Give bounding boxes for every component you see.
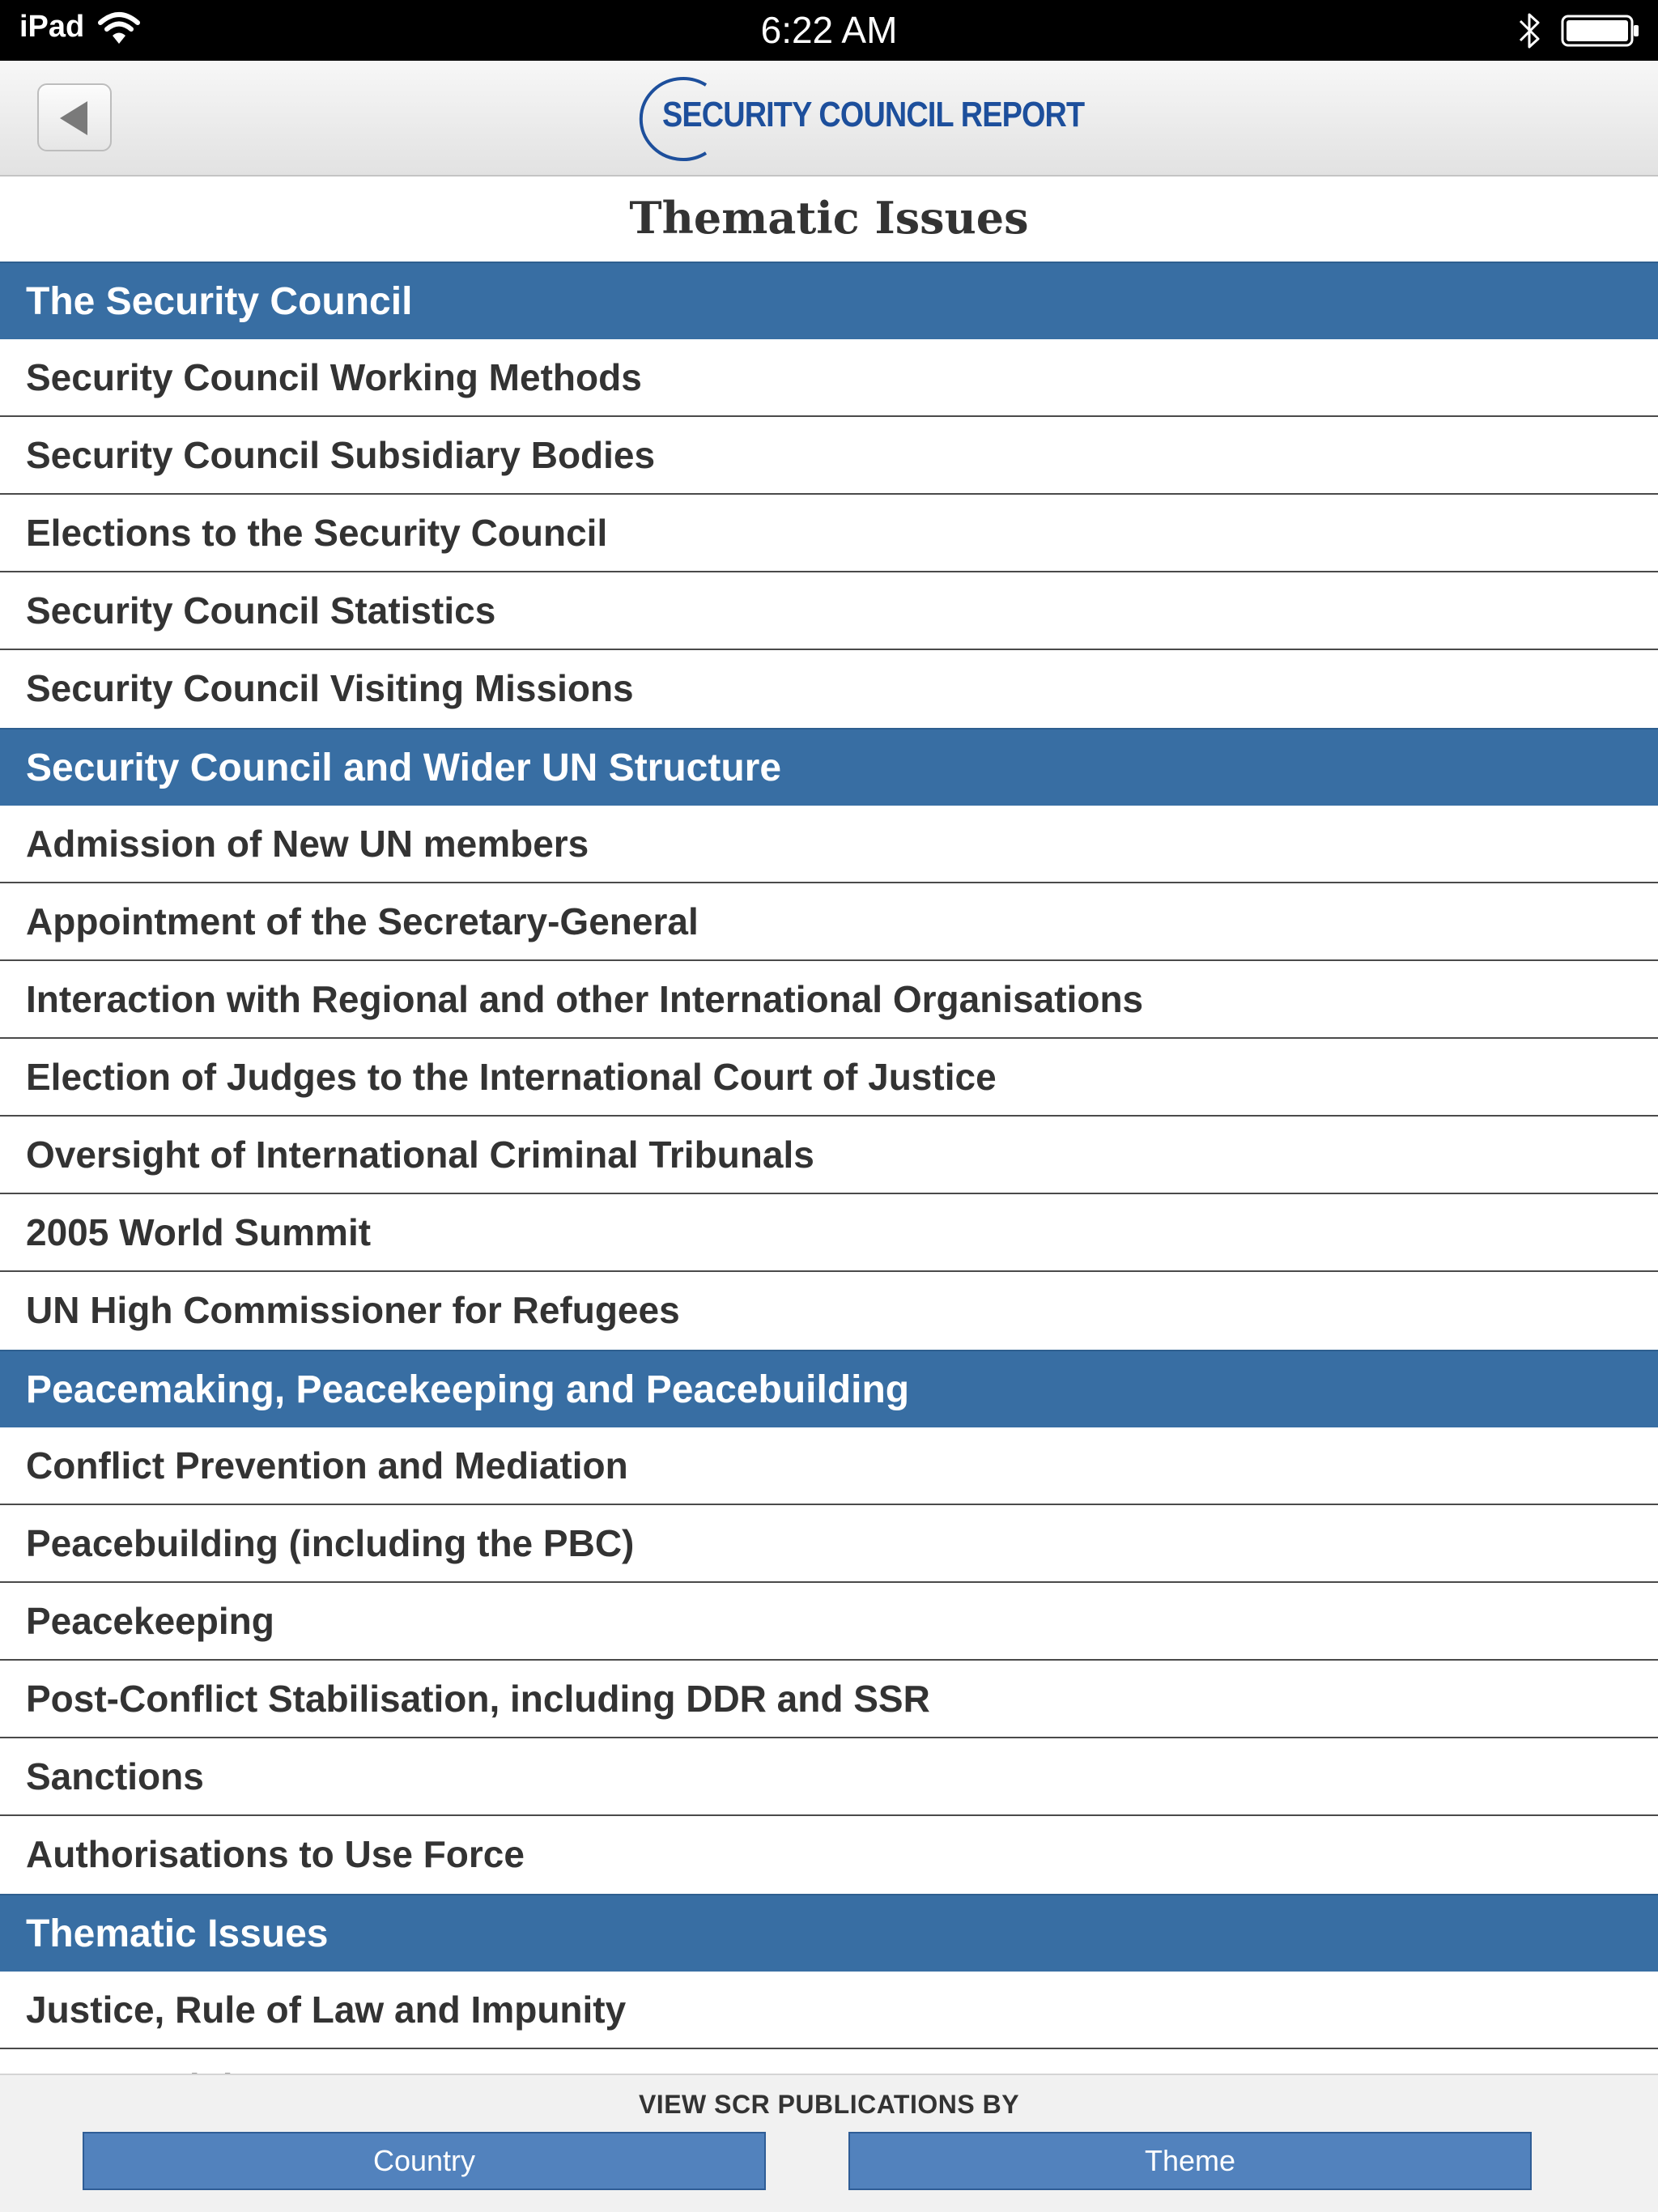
section-header-wider-un-structure: Security Council and Wider UN Structure: [0, 728, 1658, 806]
battery-icon: [1561, 15, 1642, 47]
bluetooth-icon: [1516, 10, 1543, 52]
list-item[interactable]: Justice, Rule of Law and Impunity: [0, 1972, 1658, 2049]
section-header-security-council: The Security Council: [0, 262, 1658, 339]
section-header-thematic-issues: Thematic Issues: [0, 1894, 1658, 1972]
status-time: 6:22 AM: [760, 9, 898, 51]
toolbar-caption: VIEW SCR PUBLICATIONS BY: [638, 2090, 1020, 2119]
list-item[interactable]: Admission of New UN members: [0, 806, 1658, 883]
list-item[interactable]: Conflict Prevention and Mediation: [0, 1427, 1658, 1505]
list-item[interactable]: Interaction with Regional and other International Organisations: [0, 961, 1658, 1039]
list-item[interactable]: Security Council Subsidiary Bodies: [0, 417, 1658, 495]
list-item[interactable]: Oversight of International Criminal Tribunals: [0, 1117, 1658, 1194]
list-item[interactable]: UN High Commissioner for Refugees: [0, 1272, 1658, 1350]
list-item[interactable]: Security Council Working Methods: [0, 339, 1658, 417]
list-item[interactable]: Peacebuilding (including the PBC): [0, 1505, 1658, 1583]
list-item[interactable]: Security Council Statistics: [0, 572, 1658, 650]
list-item[interactable]: Elections to the Security Council: [0, 495, 1658, 572]
back-button[interactable]: [37, 83, 112, 151]
status-bar: [0, 0, 1658, 61]
list-item[interactable]: Security Council Visiting Missions: [0, 650, 1658, 728]
list-item[interactable]: Peacekeeping: [0, 1583, 1658, 1661]
back-arrow-icon: [47, 91, 104, 145]
country-button[interactable]: Country: [83, 2132, 766, 2190]
theme-button[interactable]: Theme: [848, 2132, 1532, 2190]
section-header-peacemaking: Peacemaking, Peacekeeping and Peacebuilding: [0, 1350, 1658, 1427]
logo-text: SECURITY COUNCIL REPORT: [662, 95, 1085, 134]
list-item[interactable]: Authorisations to Use Force: [0, 1816, 1658, 1894]
page-title: Thematic Issues: [629, 192, 1029, 244]
list-item[interactable]: Election of Judges to the International Court of Justice: [0, 1039, 1658, 1117]
list-item[interactable]: Appointment of the Secretary-General: [0, 883, 1658, 961]
topic-list[interactable]: [0, 262, 1658, 2074]
nav-header: [0, 61, 1658, 177]
bottom-toolbar: [0, 2074, 1658, 2212]
list-item[interactable]: 2005 World Summit: [0, 1194, 1658, 1272]
list-item[interactable]: Sanctions: [0, 1738, 1658, 1816]
security-council-report-logo: [628, 74, 1085, 164]
device-name: iPad: [19, 10, 85, 44]
list-item[interactable]: Post-Conflict Stabilisation, including DDR and SSR: [0, 1661, 1658, 1738]
